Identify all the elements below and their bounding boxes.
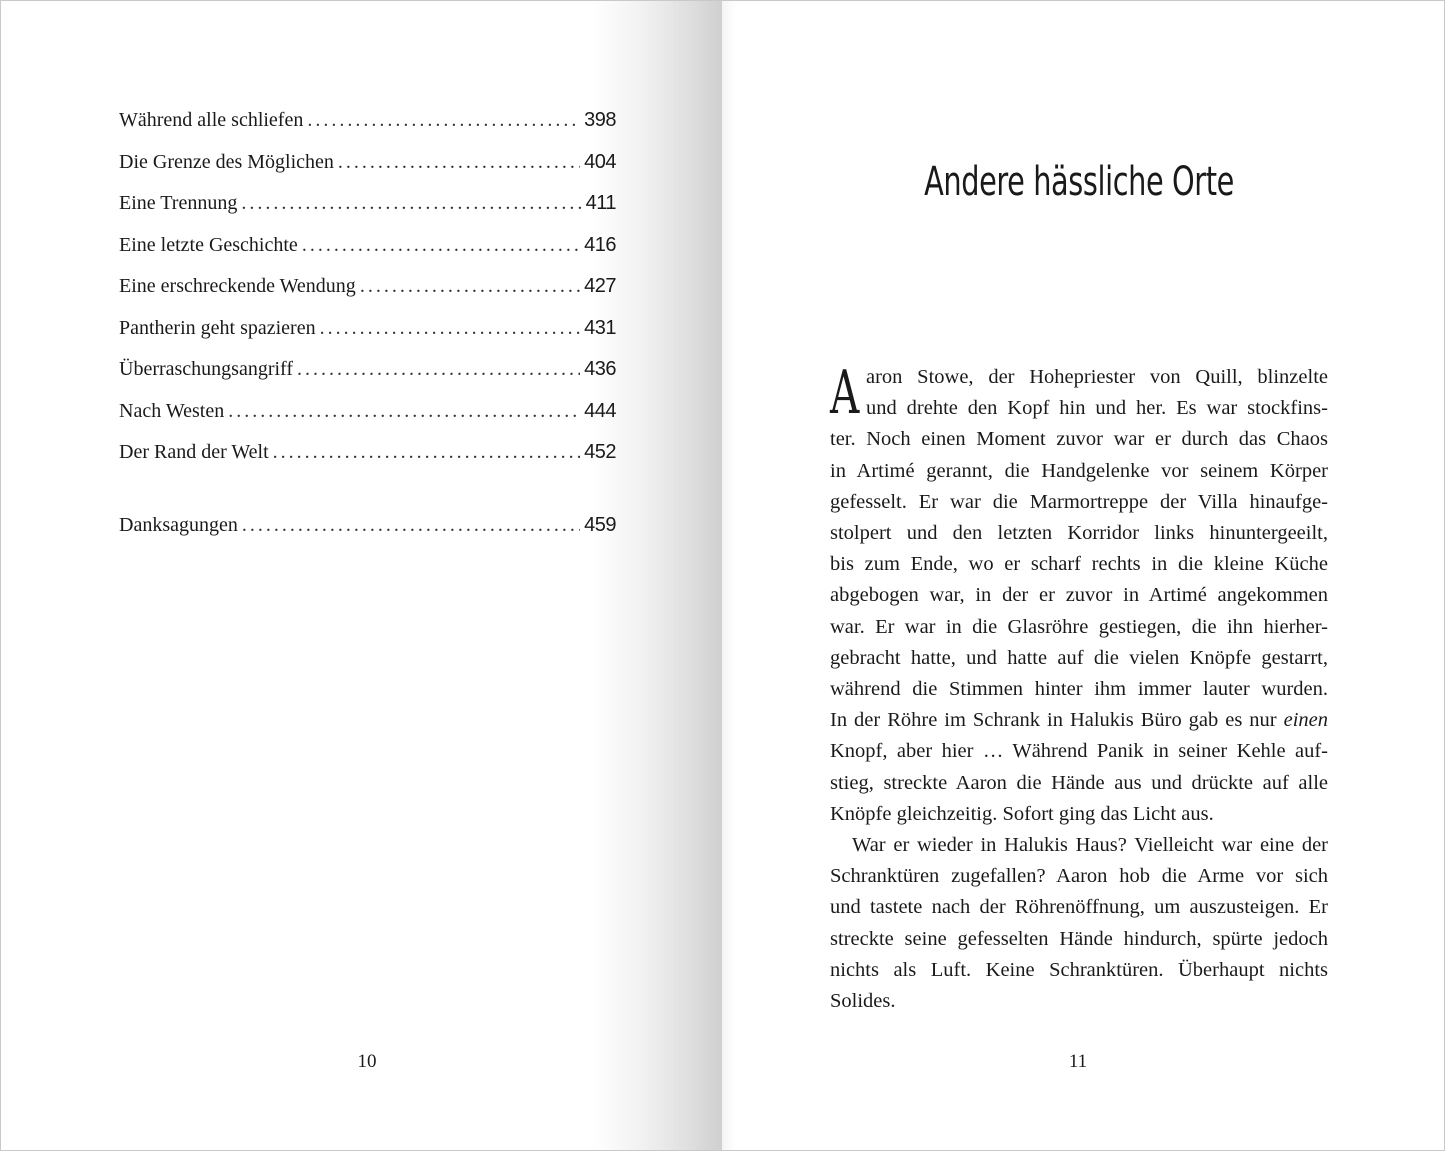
toc-leader-dots (297, 358, 580, 381)
toc-entry-page: 459 (584, 513, 616, 536)
toc-entry-title: Die Grenze des Möglichen (119, 150, 334, 173)
toc-entry (119, 400, 616, 442)
toc-leader-dots (273, 441, 580, 464)
text-line: Knöpfe gleichzeitig. Sofort ging das Licht aus. (830, 802, 1214, 825)
toc-entry-title: Eine letzte Geschichte (119, 233, 298, 256)
text-line: Knopf, aber hier … Während Panik in seiner Kehle auf- (830, 740, 1328, 763)
text-line: ter. Noch einen Moment zuvor war er durch das Chaos (830, 428, 1328, 451)
text-segment: In der Röhre im Schrank in Halukis Büro gab es nur (830, 709, 1277, 732)
toc-entry-page: 427 (584, 275, 616, 297)
toc-entry (119, 275, 616, 317)
right-page (722, 0, 1445, 1151)
text-line: Solides. (830, 990, 896, 1013)
text-line-with-emphasis (830, 705, 1328, 736)
toc-entry (119, 234, 616, 276)
toc-entry-title: Eine erschreckende Wendung (119, 275, 356, 297)
toc-entry (119, 109, 616, 151)
page-number-right: 11 (1068, 1051, 1088, 1072)
left-page (0, 0, 722, 1151)
toc-entry-page: 452 (584, 441, 616, 463)
page-number-left: 10 (357, 1051, 377, 1072)
toc-entry (119, 317, 616, 359)
toc-entry-page: 431 (584, 316, 616, 339)
text-line: in Artimé gerannt, die Handgelenke vor seinem Körper (830, 459, 1328, 482)
toc-leader-dots (320, 317, 581, 340)
toc-entry-page: 411 (585, 192, 616, 214)
toc-entry (119, 151, 616, 193)
text-line: stieg, streckte Aaron die Hände aus und drückte auf alle (830, 771, 1328, 794)
toc-entry-title: Eine Trennung (119, 192, 238, 214)
table-of-contents (119, 109, 616, 555)
toc-leader-dots (360, 275, 580, 298)
toc-entry-title: Danksagungen (119, 513, 238, 536)
toc-entry (119, 192, 616, 234)
text-line: gefesselt. Er war die Marmortreppe der Villa hinaufge- (830, 490, 1328, 513)
toc-leader-dots (302, 234, 580, 257)
text-line: aron Stowe, der Hohepriester von Quill, blinzelte (866, 366, 1328, 388)
toc-entry-page: 416 (584, 233, 616, 256)
text-line: war. Er war in die Glasröhre gestiegen, die ihn hierher- (830, 615, 1328, 638)
chapter-body (830, 358, 1329, 1017)
toc-leader-dots (228, 400, 580, 423)
text-line: und tastete nach der Röhrenöffnung, um auszusteigen. Er (830, 896, 1328, 919)
drop-cap: A (830, 358, 860, 428)
toc-leader-dots (241, 192, 581, 215)
toc-entry-page: 398 (584, 109, 616, 131)
paragraph-1 (830, 358, 1329, 830)
toc-entry-title: Pantherin geht spazieren (119, 316, 316, 339)
text-line: abgebogen war, in der er zuvor in Artimé angekommen (830, 584, 1328, 607)
text-line: nichts als Luft. Keine Schranktüren. Überhaupt nichts (830, 958, 1328, 981)
toc-entry-page: 404 (584, 150, 616, 173)
text-line: stolpert und den letzten Korridor links hinuntergeeilt, (830, 522, 1328, 545)
text-line: gebracht hatte, und hatte auf die vielen Knöpfe gestarrt, (830, 646, 1328, 669)
toc-entry (119, 441, 616, 483)
text-line: und drehte den Kopf hin und her. Es war stockfins- (866, 397, 1328, 420)
toc-entry (119, 358, 616, 400)
toc-entry-title: Der Rand der Welt (119, 441, 269, 463)
toc-entry-title: Überraschungsangriff (119, 358, 294, 380)
text-line: bis zum Ende, wo er scharf rechts in die kleine Küche (830, 553, 1328, 576)
text-line: während die Stimmen hinter ihm immer lauter wurden. (830, 678, 1328, 701)
toc-leader-dots (242, 514, 580, 537)
toc-leader-dots (338, 151, 580, 174)
toc-entry-page: 436 (584, 358, 616, 380)
toc-leader-dots (307, 109, 580, 132)
text-line: Schranktüren zugefallen? Aaron hob die Arme vor sich (830, 865, 1328, 888)
toc-entry-page: 444 (584, 399, 616, 422)
toc-entry-title: Während alle schliefen (119, 109, 304, 131)
text-line: War er wieder in Halukis Haus? Vielleicht war eine der (852, 834, 1328, 857)
toc-entry-title: Nach Westen (119, 399, 225, 422)
paragraph-2 (830, 830, 1328, 1017)
chapter-title: Andere hässliche Orte (924, 159, 1234, 205)
emphasized-word: einen (1283, 709, 1329, 732)
text-line: streckte seine gefesselten Hände hindurch, spürte jedoch (830, 927, 1328, 950)
toc-entry (119, 514, 616, 556)
